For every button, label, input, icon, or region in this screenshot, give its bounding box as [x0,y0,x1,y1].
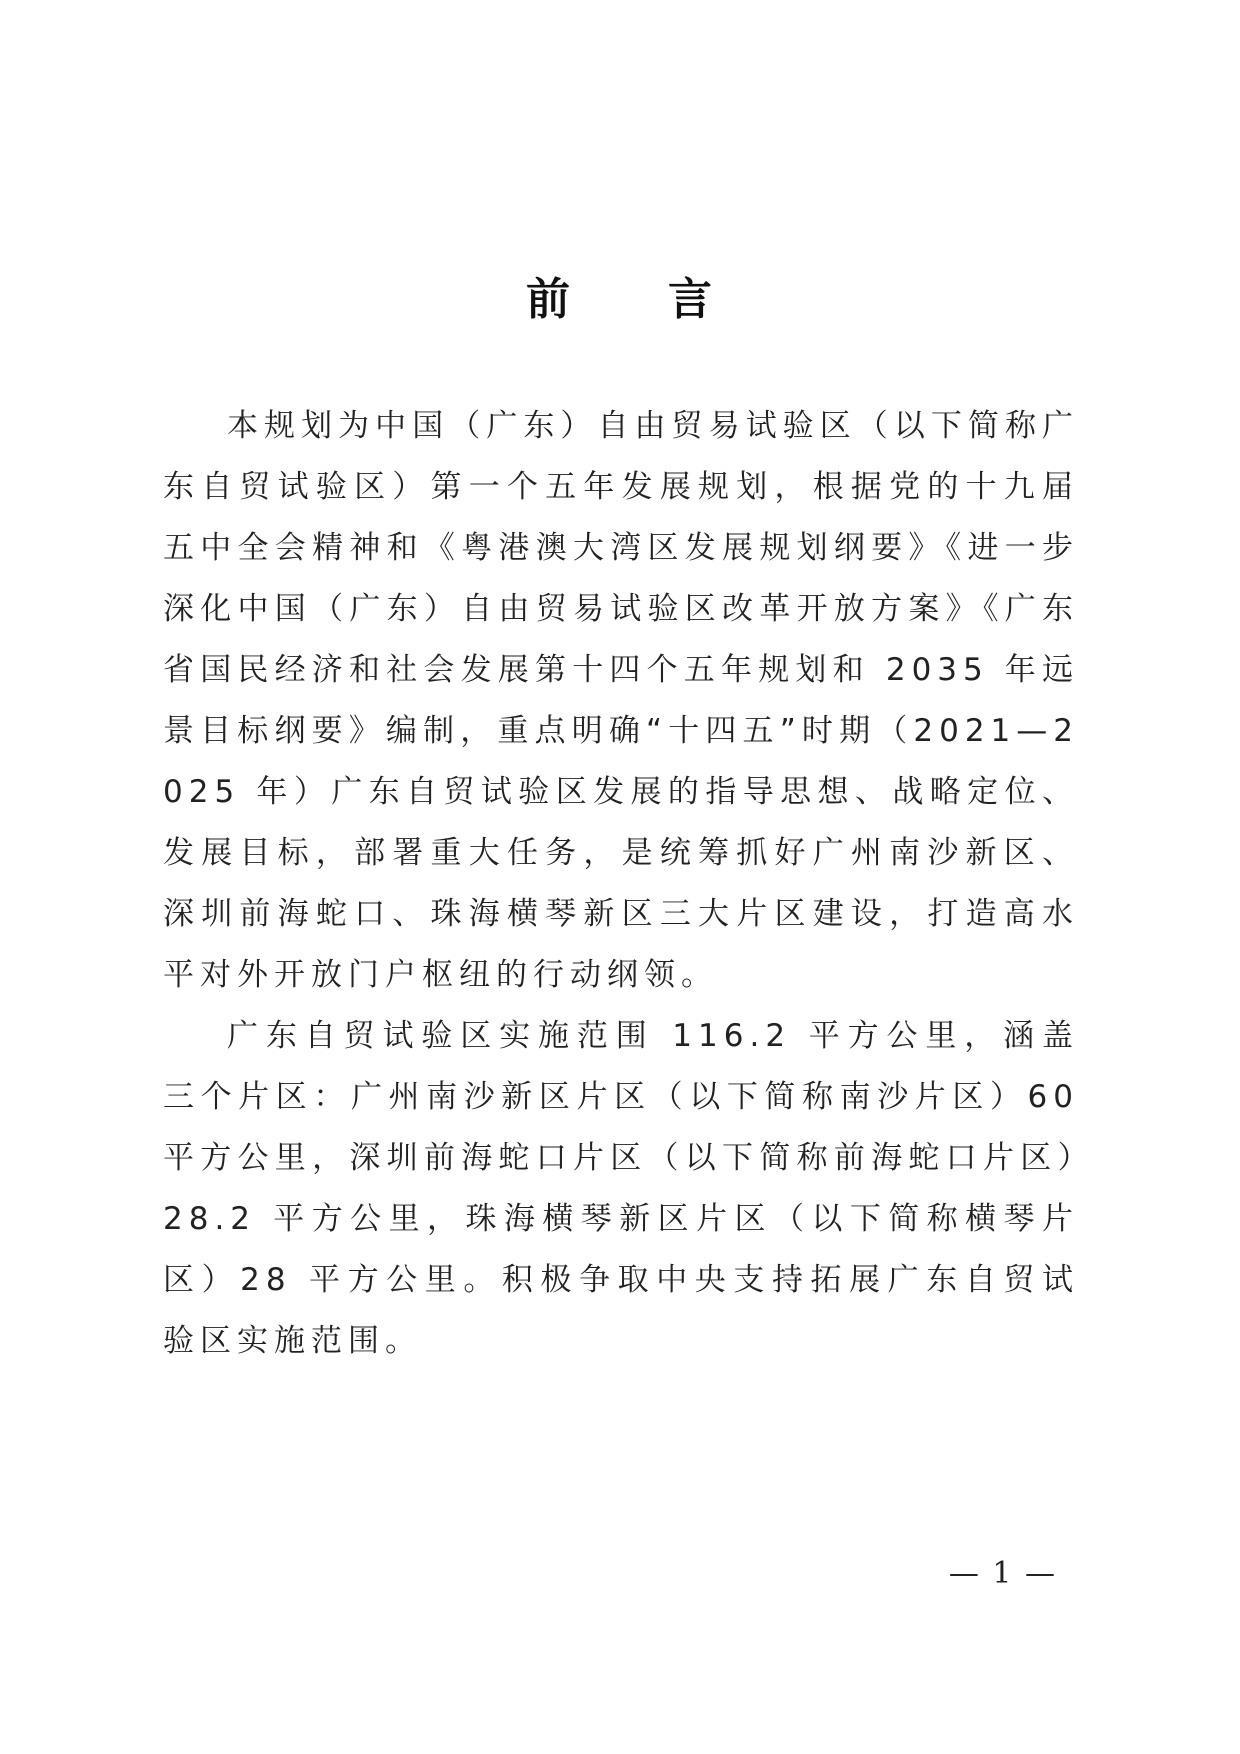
page-number: — 1 — [948,1556,1057,1591]
title-char-1: 前 [526,274,572,325]
paragraph-1: 本规划为中国（广东）自由贸易试验区（以下简称广东自贸试验区）第一个五年发展规划，根据党的十九届五中全会精神和《粤港澳大湾区发展规划纲要》《进一步深化中国（广东）自由贸易试验区改革开放方案》《广东省国民经济和社会发展第十四个五年规划和 2035 年远景目标纲要》编制，重点明确“十四五”时期（2021—2025 年）广东自贸试验区发展的指导思想、战略定位、发展目标，部署重大任务，是统筹抓好广州南沙新区、深圳前海蛇口、珠海横琴新区三大片区建设，打造高水平对外开放门户枢纽的行动纲领。 [163,408,1079,993]
title-char-2: 言 [668,274,714,325]
body-text [163,396,1079,1372]
paragraph-2: 广东自贸试验区实施范围 116.2 平方公里，涵盖三个片区：广州南沙新区片区（以下简称南沙片区）60 平方公里，深圳前海蛇口片区（以下简称前海蛇口片区）28.2 平方公里，珠海横琴新区片区（以下简称横琴片区）28 平方公里。积极争取中央支持拓展广东自贸试验区实施范围。 [163,1018,1079,1359]
page-title [0,268,1240,332]
